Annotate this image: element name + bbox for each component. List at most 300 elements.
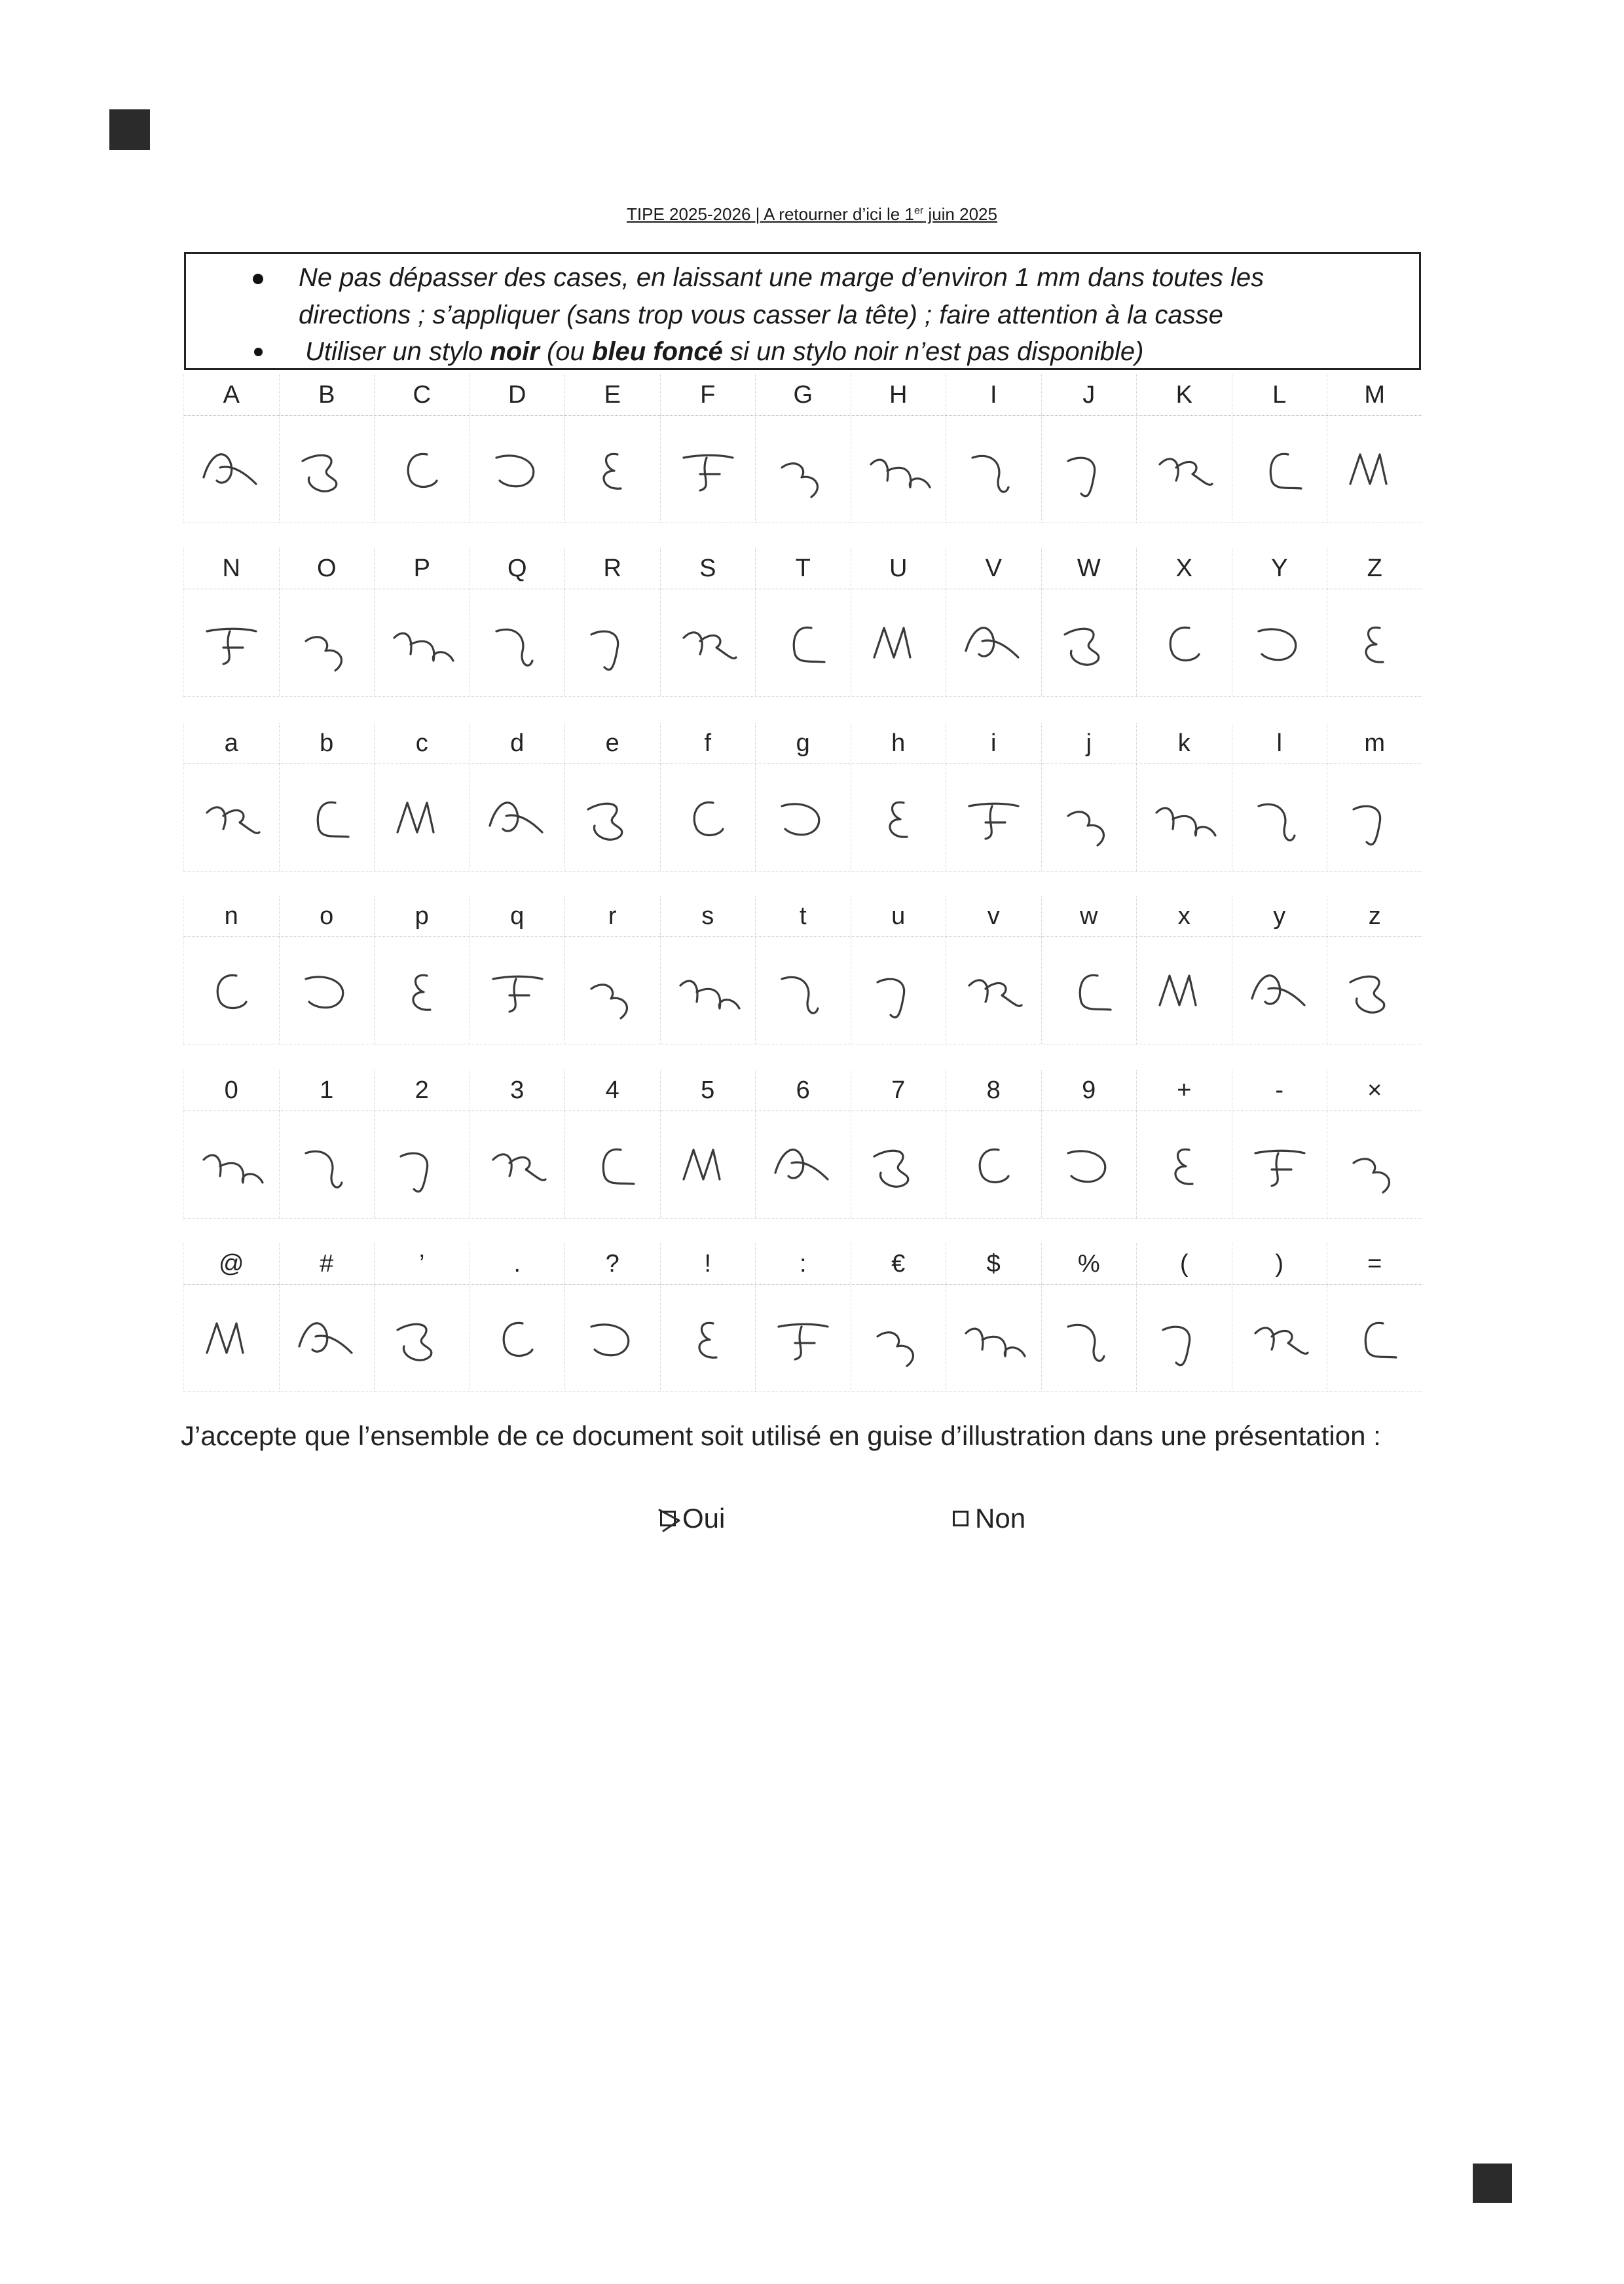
- handwritten-glyph: [1137, 936, 1232, 1044]
- handwritten-glyph: [375, 936, 470, 1044]
- handwritten-glyph: [661, 1284, 756, 1391]
- handwritten-stroke: [1252, 976, 1304, 1005]
- label-cell: q: [470, 896, 565, 936]
- handwritten-stroke: [1170, 627, 1199, 660]
- label-cell: T: [755, 548, 851, 589]
- handwritten-glyph: [280, 1111, 375, 1218]
- handwriting-row: [183, 1111, 1422, 1219]
- handwriting-cell[interactable]: [946, 1111, 1041, 1218]
- handwritten-stroke: [782, 464, 817, 497]
- handwriting-cell[interactable]: [1136, 589, 1232, 696]
- handwriting-cell[interactable]: [470, 589, 565, 696]
- handwritten-stroke: [1354, 1159, 1389, 1192]
- handwritten-stroke: [1068, 1151, 1105, 1182]
- handwritten-stroke: [874, 1151, 908, 1187]
- handwriting-cell[interactable]: [279, 589, 375, 696]
- label-row: [183, 723, 1422, 764]
- handwritten-stroke: [889, 802, 906, 837]
- handwritten-stroke: [874, 628, 910, 657]
- handwritten-stroke: [1350, 454, 1386, 484]
- label-cell: k: [1136, 723, 1232, 764]
- handwriting-cell[interactable]: [374, 589, 470, 696]
- handwritten-glyph: [470, 589, 565, 696]
- handwritten-stroke: [1065, 629, 1099, 665]
- handwriting-cell[interactable]: [660, 1284, 756, 1391]
- handwritten-glyph: [661, 1111, 756, 1218]
- oui-label: Oui: [682, 1503, 726, 1534]
- handwritten-glyph: [470, 764, 565, 871]
- label-cell: B: [279, 375, 375, 415]
- label-cell: 4: [564, 1070, 660, 1111]
- instruction-line-3: Utiliser un stylo noir (ou bleu foncé si un stylo noir n’est pas disponible): [305, 337, 1144, 366]
- handwriting-cell[interactable]: [564, 589, 660, 696]
- handwritten-stroke: [779, 1324, 828, 1359]
- label-cell: D: [470, 375, 565, 415]
- handwritten-stroke: [694, 802, 723, 835]
- handwriting-row: [183, 764, 1422, 872]
- handwritten-stroke: [504, 1323, 532, 1355]
- handwriting-cell[interactable]: [470, 1284, 565, 1391]
- non-label: Non: [975, 1503, 1026, 1534]
- handwritten-glyph: [1232, 764, 1327, 871]
- handwriting-cell[interactable]: [946, 415, 1041, 523]
- handwriting-cell[interactable]: [564, 1111, 660, 1218]
- handwriting-cell[interactable]: [183, 1284, 279, 1391]
- handwriting-cell[interactable]: [1041, 415, 1137, 523]
- handwritten-glyph: [946, 415, 1041, 523]
- handwritten-stroke: [306, 977, 343, 1008]
- handwritten-glyph: [280, 936, 375, 1044]
- handwriting-cell[interactable]: [374, 764, 470, 871]
- handwritten-stroke: [207, 629, 256, 664]
- handwritten-glyph: [1042, 1284, 1137, 1391]
- oui-checkbox[interactable]: [660, 1511, 676, 1526]
- label-cell: ’: [374, 1243, 470, 1284]
- handwritten-glyph: [946, 936, 1041, 1044]
- handwriting-cell[interactable]: [755, 764, 851, 871]
- handwritten-glyph: [756, 1284, 851, 1391]
- handwriting-cell[interactable]: [1327, 589, 1422, 696]
- handwriting-cell[interactable]: [374, 1111, 470, 1218]
- handwriting-cell[interactable]: [851, 1111, 946, 1218]
- handwritten-glyph: [946, 1284, 1041, 1391]
- handwritten-stroke: [699, 1323, 716, 1357]
- handwriting-cell[interactable]: [183, 589, 279, 696]
- handwritten-stroke: [1255, 1151, 1304, 1186]
- handwritten-stroke: [306, 637, 341, 671]
- label-cell: i: [946, 723, 1041, 764]
- handwriting-cell[interactable]: [564, 1284, 660, 1391]
- handwritten-glyph: [851, 1111, 946, 1218]
- handwritten-glyph: [375, 589, 470, 696]
- label-cell: u: [851, 896, 946, 936]
- handwriting-cell[interactable]: [1136, 936, 1232, 1044]
- label-cell: W: [1041, 548, 1137, 589]
- header-text: TIPE 2025-2026 | A retourner d’ici le 1: [627, 204, 914, 224]
- handwritten-stroke: [603, 1149, 634, 1184]
- label-cell: R: [564, 548, 660, 589]
- handwriting-cell[interactable]: [1232, 1111, 1327, 1218]
- handwritten-stroke: [306, 1151, 342, 1187]
- handwritten-glyph: [1232, 415, 1327, 523]
- instruction-line-1: Ne pas dépasser des cases, en laissant une marge d’environ 1 mm dans toutes les: [299, 263, 1264, 292]
- label-cell: @: [183, 1243, 279, 1284]
- handwritten-glyph: [1137, 764, 1232, 871]
- handwritten-glyph: [184, 589, 279, 696]
- handwritten-glyph: [946, 589, 1041, 696]
- handwritten-stroke: [684, 1150, 720, 1179]
- handwritten-glyph: [756, 936, 851, 1044]
- handwritten-stroke: [493, 1154, 545, 1180]
- label-cell: :: [755, 1243, 851, 1284]
- handwritten-glyph: [280, 589, 375, 696]
- handwritten-glyph: [470, 415, 565, 523]
- handwritten-stroke: [217, 975, 246, 1008]
- label-cell: .: [470, 1243, 565, 1284]
- handwritten-glyph: [661, 415, 756, 523]
- handwritten-stroke: [591, 631, 618, 670]
- handwritten-stroke: [591, 985, 627, 1018]
- handwriting-cell[interactable]: [279, 1284, 375, 1391]
- handwriting-cell[interactable]: [1232, 1284, 1327, 1391]
- handwritten-stroke: [490, 803, 542, 832]
- label-cell: =: [1327, 1243, 1422, 1284]
- handwritten-glyph: [375, 764, 470, 871]
- handwriting-cell[interactable]: [851, 589, 946, 696]
- bullet-icon: [253, 274, 263, 284]
- label-cell: 5: [660, 1070, 756, 1111]
- handwritten-glyph: [1137, 589, 1232, 696]
- label-cell: n: [183, 896, 279, 936]
- handwriting-cell[interactable]: [851, 415, 946, 523]
- label-cell: H: [851, 375, 946, 415]
- handwriting-cell[interactable]: [1041, 1111, 1137, 1218]
- label-cell: E: [564, 375, 660, 415]
- label-cell: %: [1041, 1243, 1137, 1284]
- label-cell: L: [1232, 375, 1327, 415]
- handwritten-glyph: [851, 764, 946, 871]
- handwriting-cell[interactable]: [946, 1284, 1041, 1391]
- handwritten-stroke: [318, 802, 348, 837]
- handwritten-glyph: [851, 589, 946, 696]
- label-cell: 1: [279, 1070, 375, 1111]
- handwriting-cell[interactable]: [279, 936, 375, 1044]
- non-checkbox[interactable]: [953, 1511, 969, 1526]
- handwriting-cell[interactable]: [1136, 1111, 1232, 1218]
- handwriting-cell[interactable]: [660, 589, 756, 696]
- handwriting-cell[interactable]: [1327, 1111, 1422, 1218]
- handwritten-stroke: [1270, 454, 1301, 488]
- label-row: [183, 896, 1422, 937]
- label-row: [183, 375, 1422, 416]
- instructions-box: [184, 252, 1421, 370]
- handwritten-stroke: [1366, 627, 1383, 662]
- handwriting-cell[interactable]: [946, 589, 1041, 696]
- handwriting-cell[interactable]: [851, 936, 946, 1044]
- handwriting-cell[interactable]: [279, 415, 375, 523]
- handwriting-cell[interactable]: [1232, 589, 1327, 696]
- handwriting-cell[interactable]: [755, 1284, 851, 1391]
- handwriting-cell[interactable]: [1327, 936, 1422, 1044]
- handwriting-cell[interactable]: [279, 1111, 375, 1218]
- label-cell: h: [851, 723, 946, 764]
- handwritten-glyph: [1232, 936, 1327, 1044]
- handwritten-glyph: [470, 1284, 565, 1391]
- label-cell: M: [1327, 375, 1422, 415]
- label-cell: v: [946, 896, 1041, 936]
- handwritten-stroke: [775, 1150, 828, 1179]
- handwritten-stroke: [877, 1333, 913, 1366]
- handwritten-glyph: [184, 936, 279, 1044]
- consent-option-non[interactable]: [953, 1503, 1025, 1534]
- handwritten-stroke: [966, 628, 1018, 657]
- handwriting-cell[interactable]: [755, 415, 851, 523]
- handwriting-cell[interactable]: [1232, 415, 1327, 523]
- handwriting-cell[interactable]: [1327, 415, 1422, 523]
- handwriting-cell[interactable]: [1232, 936, 1327, 1044]
- handwritten-glyph: [565, 936, 660, 1044]
- handwriting-cell[interactable]: [660, 936, 756, 1044]
- handwritten-stroke: [1354, 806, 1380, 845]
- handwriting-cell[interactable]: [470, 1111, 565, 1218]
- handwriting-cell[interactable]: [1136, 764, 1232, 871]
- handwriting-cell[interactable]: [946, 936, 1041, 1044]
- label-cell: +: [1136, 1070, 1232, 1111]
- handwritten-stroke: [1160, 459, 1212, 485]
- label-cell: O: [279, 548, 375, 589]
- handwritten-stroke: [496, 629, 532, 665]
- handwritten-stroke: [604, 454, 621, 488]
- label-cell: o: [279, 896, 375, 936]
- handwritten-glyph: [280, 1284, 375, 1391]
- handwriting-cell[interactable]: [183, 936, 279, 1044]
- label-cell: J: [1041, 375, 1137, 415]
- label-cell: 9: [1041, 1070, 1137, 1111]
- handwritten-stroke: [794, 627, 824, 662]
- label-cell: 6: [755, 1070, 851, 1111]
- label-cell: Y: [1232, 548, 1327, 589]
- handwritten-glyph: [1137, 415, 1232, 523]
- handwriting-cell[interactable]: [1041, 1284, 1137, 1391]
- handwriting-cell[interactable]: [470, 764, 565, 871]
- handwritten-glyph: [1232, 1111, 1327, 1218]
- handwritten-stroke: [1156, 808, 1215, 836]
- handwritten-stroke: [397, 1324, 432, 1360]
- handwriting-row: [183, 415, 1422, 523]
- label-cell: 8: [946, 1070, 1041, 1111]
- header-superscript: er: [913, 205, 924, 217]
- handwriting-cell[interactable]: [470, 415, 565, 523]
- handwriting-cell[interactable]: [660, 764, 756, 871]
- label-cell: !: [660, 1243, 756, 1284]
- handwritten-glyph: [756, 415, 851, 523]
- handwriting-cell[interactable]: [279, 764, 375, 871]
- label-cell: F: [660, 375, 756, 415]
- handwritten-stroke: [204, 1155, 263, 1183]
- handwriting-cell[interactable]: [851, 764, 946, 871]
- handwritten-glyph: [375, 1111, 470, 1218]
- handwritten-glyph: [851, 415, 946, 523]
- label-cell: 3: [470, 1070, 565, 1111]
- handwritten-glyph: [1042, 415, 1137, 523]
- header-text-end: juin 2025: [923, 204, 997, 224]
- handwritten-glyph: [1327, 764, 1422, 871]
- handwritten-stroke: [204, 454, 256, 484]
- consent-option-oui[interactable]: [660, 1503, 725, 1534]
- handwritten-glyph: [1232, 1284, 1327, 1391]
- handwriting-cell[interactable]: [183, 415, 279, 523]
- handwriting-cell[interactable]: [564, 415, 660, 523]
- handwritten-stroke: [1259, 804, 1295, 840]
- handwritten-stroke: [496, 456, 534, 487]
- handwritten-glyph: [1232, 589, 1327, 696]
- handwritten-stroke: [877, 979, 904, 1018]
- handwritten-glyph: [565, 764, 660, 871]
- handwritten-stroke: [303, 455, 337, 491]
- handwriting-cell[interactable]: [374, 936, 470, 1044]
- handwritten-stroke: [782, 804, 819, 835]
- bullet-icon: [254, 348, 263, 356]
- handwritten-glyph: [1042, 936, 1137, 1044]
- label-cell: g: [755, 723, 851, 764]
- handwritten-glyph: [1042, 1111, 1137, 1218]
- handwritten-stroke: [1175, 1149, 1192, 1184]
- handwriting-cell[interactable]: [755, 1111, 851, 1218]
- label-cell: z: [1327, 896, 1422, 936]
- handwritten-glyph: [280, 764, 375, 871]
- handwritten-glyph: [1327, 936, 1422, 1044]
- handwriting-cell[interactable]: [564, 936, 660, 1044]
- handwriting-cell[interactable]: [564, 764, 660, 871]
- handwritten-stroke: [966, 1329, 1025, 1356]
- label-cell: X: [1136, 548, 1232, 589]
- label-cell: C: [374, 375, 470, 415]
- handwritten-stroke: [969, 980, 1022, 1006]
- handwritten-glyph: [661, 589, 756, 696]
- handwriting-cell[interactable]: [374, 415, 470, 523]
- handwriting-cell[interactable]: [1041, 589, 1137, 696]
- handwriting-row: [183, 1284, 1422, 1392]
- handwriting-row: [183, 936, 1422, 1044]
- handwriting-cell[interactable]: [183, 1111, 279, 1218]
- handwritten-stroke: [1068, 458, 1095, 496]
- handwriting-cell[interactable]: [946, 764, 1041, 871]
- label-cell: U: [851, 548, 946, 589]
- label-cell: S: [660, 548, 756, 589]
- label-cell: 7: [851, 1070, 946, 1111]
- handwritten-stroke: [1255, 1328, 1308, 1354]
- label-cell: ×: [1327, 1070, 1422, 1111]
- handwritten-stroke: [207, 807, 259, 833]
- label-cell: A: [183, 375, 279, 415]
- handwritten-stroke: [401, 1153, 428, 1192]
- handwriting-cell[interactable]: [1136, 1284, 1232, 1391]
- handwriting-cell[interactable]: [374, 1284, 470, 1391]
- handwriting-cell[interactable]: [1136, 415, 1232, 523]
- handwritten-glyph: [184, 1284, 279, 1391]
- label-cell: Q: [470, 548, 565, 589]
- handwritten-stroke: [299, 1323, 352, 1353]
- handwriting-cell[interactable]: [1327, 764, 1422, 871]
- handwriting-cell[interactable]: [470, 936, 565, 1044]
- handwriting-cell[interactable]: [755, 936, 851, 1044]
- handwritten-glyph: [1327, 415, 1422, 523]
- handwritten-glyph: [1137, 1111, 1232, 1218]
- handwritten-glyph: [661, 764, 756, 871]
- label-cell: c: [374, 723, 470, 764]
- handwriting-cell[interactable]: [1041, 936, 1137, 1044]
- label-cell: #: [279, 1243, 375, 1284]
- instruction-line-2: directions ; s’appliquer (sans trop vous casser la tête) ; faire attention à la casse: [299, 301, 1223, 329]
- handwriting-cell[interactable]: [755, 589, 851, 696]
- handwritten-stroke: [1068, 1325, 1104, 1361]
- handwriting-cell[interactable]: [1041, 764, 1137, 871]
- handwritten-glyph: [565, 415, 660, 523]
- label-cell: K: [1136, 375, 1232, 415]
- handwritten-stroke: [980, 1149, 1008, 1182]
- label-cell: b: [279, 723, 375, 764]
- handwritten-stroke: [493, 976, 542, 1012]
- label-cell: (: [1136, 1243, 1232, 1284]
- handwritten-glyph: [756, 764, 851, 871]
- label-row: [183, 1243, 1422, 1285]
- handwriting-cell[interactable]: [1232, 764, 1327, 871]
- label-cell: 0: [183, 1070, 279, 1111]
- handwritten-glyph: [851, 936, 946, 1044]
- handwriting-cell[interactable]: [660, 415, 756, 523]
- handwritten-glyph: [565, 1111, 660, 1218]
- handwritten-glyph: [661, 936, 756, 1044]
- handwritten-glyph: [280, 415, 375, 523]
- label-cell: j: [1041, 723, 1137, 764]
- handwritten-glyph: [1042, 589, 1137, 696]
- consent-statement: J’accepte que l’ensemble de ce document soit utilisé en guise d’illustration dans une présentation :: [181, 1420, 1381, 1451]
- handwritten-stroke: [413, 975, 430, 1010]
- handwriting-cell[interactable]: [851, 1284, 946, 1391]
- label-cell: N: [183, 548, 279, 589]
- handwriting-cell[interactable]: [1327, 1284, 1422, 1391]
- label-cell: y: [1232, 896, 1327, 936]
- handwritten-glyph: [184, 415, 279, 523]
- handwritten-glyph: [184, 764, 279, 871]
- handwritten-stroke: [397, 803, 434, 832]
- handwriting-cell[interactable]: [660, 1111, 756, 1218]
- handwritten-glyph: [375, 415, 470, 523]
- handwritten-stroke: [871, 460, 930, 487]
- handwritten-glyph: [375, 1284, 470, 1391]
- label-cell: Z: [1327, 548, 1422, 589]
- handwritten-stroke: [588, 803, 622, 839]
- handwriting-grid: [183, 375, 1422, 1399]
- label-cell: t: [755, 896, 851, 936]
- handwritten-stroke: [684, 633, 736, 658]
- handwritten-stroke: [972, 456, 1008, 492]
- handwritten-stroke: [1068, 812, 1103, 845]
- label-cell: 2: [374, 1070, 470, 1111]
- handwritten-glyph: [184, 1111, 279, 1218]
- handwritten-glyph: [565, 589, 660, 696]
- label-cell: x: [1136, 896, 1232, 936]
- handwritten-stroke: [1365, 1323, 1396, 1357]
- handwritten-stroke: [1160, 976, 1196, 1005]
- label-cell: p: [374, 896, 470, 936]
- handwritten-glyph: [756, 589, 851, 696]
- handwriting-cell[interactable]: [183, 764, 279, 871]
- handwritten-glyph: [565, 1284, 660, 1391]
- handwritten-glyph: [1042, 764, 1137, 871]
- registration-marker-bottom-right: [1473, 2164, 1512, 2203]
- registration-marker-top-left: [109, 109, 150, 150]
